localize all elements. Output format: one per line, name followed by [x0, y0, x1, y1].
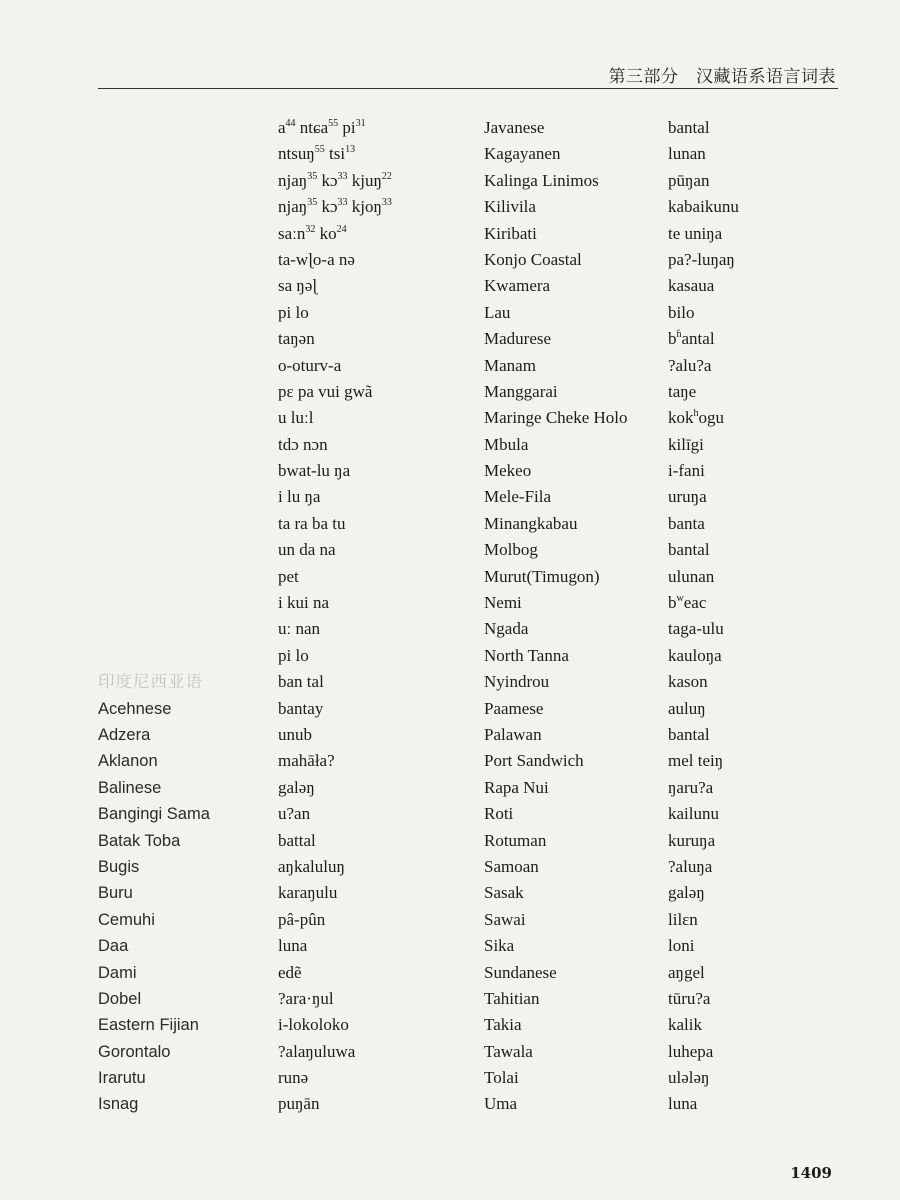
language-name: Tawala [484, 1041, 533, 1061]
running-header: 第三部分 汉藏语系语言词表 [608, 67, 836, 87]
word-form: puŋān [278, 1094, 320, 1114]
word-form: i lu ŋa [278, 487, 321, 507]
word-form: pâ-pûn [278, 909, 326, 929]
word-form: ?alaŋuluwa [278, 1041, 356, 1061]
language-name [98, 300, 210, 326]
word-form: ban tal [278, 672, 324, 692]
language-name: Nemi [484, 593, 522, 613]
word-form: tūru?a [668, 988, 711, 1008]
language-name: Molbog [484, 540, 538, 560]
language-name: Dami [98, 963, 137, 982]
language-name [98, 564, 210, 590]
word-form: runə [278, 1068, 309, 1088]
language-name: Batak Toba [98, 831, 181, 850]
word-form: lunan [668, 144, 706, 164]
language-name: Rotuman [484, 830, 547, 850]
word-form: pet [278, 566, 299, 586]
language-name: Sasak [484, 883, 524, 903]
language-name: Balinese [98, 778, 162, 797]
language-name: Irarutu [98, 1069, 146, 1088]
language-name: Kalinga Linimos [484, 170, 599, 190]
word-form: tdɔ nɔn [278, 434, 328, 454]
word-form: ?aluŋa [668, 856, 713, 876]
word-form: lilɛn [668, 909, 698, 929]
language-name [98, 115, 210, 141]
language-name [98, 221, 210, 247]
word-form: taga-ulu [668, 619, 724, 639]
language-name: Sika [484, 936, 515, 956]
language-name: Takia [484, 1015, 522, 1035]
language-name: Manam [484, 355, 536, 375]
language-name: Palawan [484, 724, 542, 744]
word-form: u?an [278, 804, 311, 824]
word-form: sa ŋəɭ [278, 276, 318, 296]
word-form: $b^weac$ [668, 593, 707, 613]
word-form: i kui na [278, 593, 329, 613]
left-form-column [278, 115, 392, 1118]
language-name: Kiribati [484, 223, 537, 243]
word-form: njaŋ$^{35}$ kɔ$^{33}$ kjuŋ$^{22}$ [278, 170, 392, 190]
word-form: pi lo [278, 645, 309, 665]
word-form: kok$^h$ogu [668, 408, 724, 428]
word-form: taŋən [278, 329, 315, 349]
language-name: North Tanna [484, 645, 569, 665]
language-name: 印度尼西亚语 [98, 673, 203, 692]
language-name: Sawai [484, 909, 526, 929]
word-form: pi lo [278, 302, 309, 322]
language-name: Gorontalo [98, 1042, 171, 1061]
word-form: kauloŋa [668, 645, 722, 665]
word-form: bantay [278, 698, 324, 718]
language-name: Rapa Nui [484, 777, 549, 797]
language-name: Kilivila [484, 197, 536, 217]
language-name: Madurese [484, 329, 552, 349]
language-name [98, 484, 210, 510]
word-form: kilīgi [668, 434, 704, 454]
word-form: luhepa [668, 1041, 714, 1061]
language-name [98, 643, 210, 669]
word-form: karaŋulu [278, 883, 338, 903]
language-name [98, 326, 210, 352]
language-name: Javanese [484, 118, 545, 137]
word-form: luna [278, 936, 308, 956]
language-name [98, 379, 210, 405]
language-name: Daa [98, 937, 129, 956]
language-name: Manggarai [484, 381, 558, 401]
word-form: bantal [668, 724, 710, 744]
language-name: Samoan [484, 856, 539, 876]
language-name [98, 353, 210, 379]
language-name [98, 273, 210, 299]
word-form: taŋe [668, 381, 697, 401]
word-form: kailunu [668, 804, 719, 824]
language-name: Mele-Fila [484, 487, 552, 507]
word-form: auluŋ [668, 698, 706, 718]
language-name: Sundanese [484, 962, 557, 982]
word-form: ta ra ba tu [278, 513, 346, 533]
word-form: pūŋan [668, 170, 710, 190]
word-form: kuruŋa [668, 830, 716, 850]
word-form: aŋkaluluŋ [278, 856, 345, 876]
language-name: Kagayanen [484, 144, 561, 164]
word-form: ŋaru?a [668, 777, 714, 797]
word-form: battal [278, 830, 316, 850]
word-form: luna [668, 1094, 698, 1114]
language-name [98, 616, 210, 642]
language-name [98, 405, 210, 431]
language-name: Mekeo [484, 461, 532, 481]
word-form: unub [278, 724, 312, 744]
word-form: njaŋ$^{35}$ kɔ$^{33}$ kjoŋ$^{33}$ [278, 197, 392, 217]
language-name: Tahitian [484, 988, 540, 1008]
word-form: galəŋ [668, 883, 705, 903]
word-form: uː nan [278, 619, 321, 639]
word-form: ntsuŋ$^{55}$ tsi$^{13}$ [278, 144, 356, 164]
language-name [98, 194, 210, 220]
word-form: galəŋ [278, 777, 315, 797]
page-number: 1409 [790, 1164, 832, 1182]
word-form: kason [668, 672, 708, 692]
language-name [98, 537, 210, 563]
word-form: $a^{44}$ ntɕa$^{55}$ $pi^{31}$ [278, 118, 366, 137]
language-name: Cemuhi [98, 910, 155, 929]
language-name: Isnag [98, 1095, 139, 1114]
right-form-column [668, 115, 739, 1118]
word-form: un da na [278, 540, 336, 560]
language-name: Acehnese [98, 699, 172, 718]
language-name: Mbula [484, 434, 529, 454]
language-name: Maringe Cheke Holo [484, 408, 628, 428]
word-form: ta-wɭo-a nə [278, 249, 355, 269]
word-form: saːn$^{32}$ $ko^{24}$ [278, 223, 347, 243]
language-name: Buru [98, 884, 133, 903]
language-name: Konjo Coastal [484, 249, 582, 269]
language-name: Murut(Timugon) [484, 566, 600, 586]
word-form: pa?-luŋaŋ [668, 249, 735, 269]
language-name: Paamese [484, 698, 544, 718]
language-name [98, 458, 210, 484]
language-name: Port Sandwich [484, 751, 584, 771]
language-name: Dobel [98, 989, 142, 1008]
language-name [98, 590, 210, 616]
language-name: Adzera [98, 725, 151, 744]
word-form: pɛ pa vui gwã [278, 381, 373, 401]
language-name: Bangingi Sama [98, 805, 210, 824]
word-form: bwat-lu ŋa [278, 461, 351, 481]
language-name [98, 168, 210, 194]
word-form: uruŋa [668, 487, 707, 507]
word-form: u luːl [278, 408, 314, 428]
word-form: i-fani [668, 461, 705, 481]
word-form: bilo [668, 302, 695, 322]
language-name: Minangkabau [484, 513, 578, 533]
word-form: i-lokoloko [278, 1015, 349, 1035]
language-name: Uma [484, 1094, 518, 1114]
word-form: bantal [668, 118, 710, 137]
word-form: kasaua [668, 276, 715, 296]
word-form: banta [668, 513, 705, 533]
language-name [98, 432, 210, 458]
word-form: mahāła? [278, 751, 335, 771]
word-form: loni [668, 936, 695, 956]
word-form: aŋgel [668, 962, 705, 982]
language-name: Bugis [98, 857, 140, 876]
header-rule [98, 88, 838, 89]
language-name: Lau [484, 302, 511, 322]
word-form: bantal [668, 540, 710, 560]
language-name: Tolai [484, 1068, 519, 1088]
word-form: mel teiŋ [668, 751, 724, 771]
word-form: ulələŋ [668, 1068, 710, 1088]
language-name: Roti [484, 804, 514, 824]
word-form: ?ara·ŋul [278, 988, 334, 1008]
language-name: Eastern Fijian [98, 1016, 199, 1035]
word-form: ?alu?a [668, 355, 712, 375]
word-form: edẽ [278, 962, 302, 982]
word-form: kalik [668, 1015, 702, 1035]
language-name: Nyindrou [484, 672, 550, 692]
language-name: Kwamera [484, 276, 551, 296]
language-name [98, 247, 210, 273]
left-language-column [98, 115, 210, 1118]
word-form: kabaikunu [668, 197, 739, 217]
word-form: $b^ɦantal$ [668, 329, 715, 349]
language-name: Ngada [484, 619, 529, 639]
word-form: o-oturv-a [278, 355, 342, 375]
language-name [98, 141, 210, 167]
right-language-column [484, 115, 628, 1118]
word-form: te uniŋa [668, 223, 723, 243]
word-form: ulunan [668, 566, 715, 586]
language-name [98, 511, 210, 537]
language-name: Aklanon [98, 752, 158, 771]
